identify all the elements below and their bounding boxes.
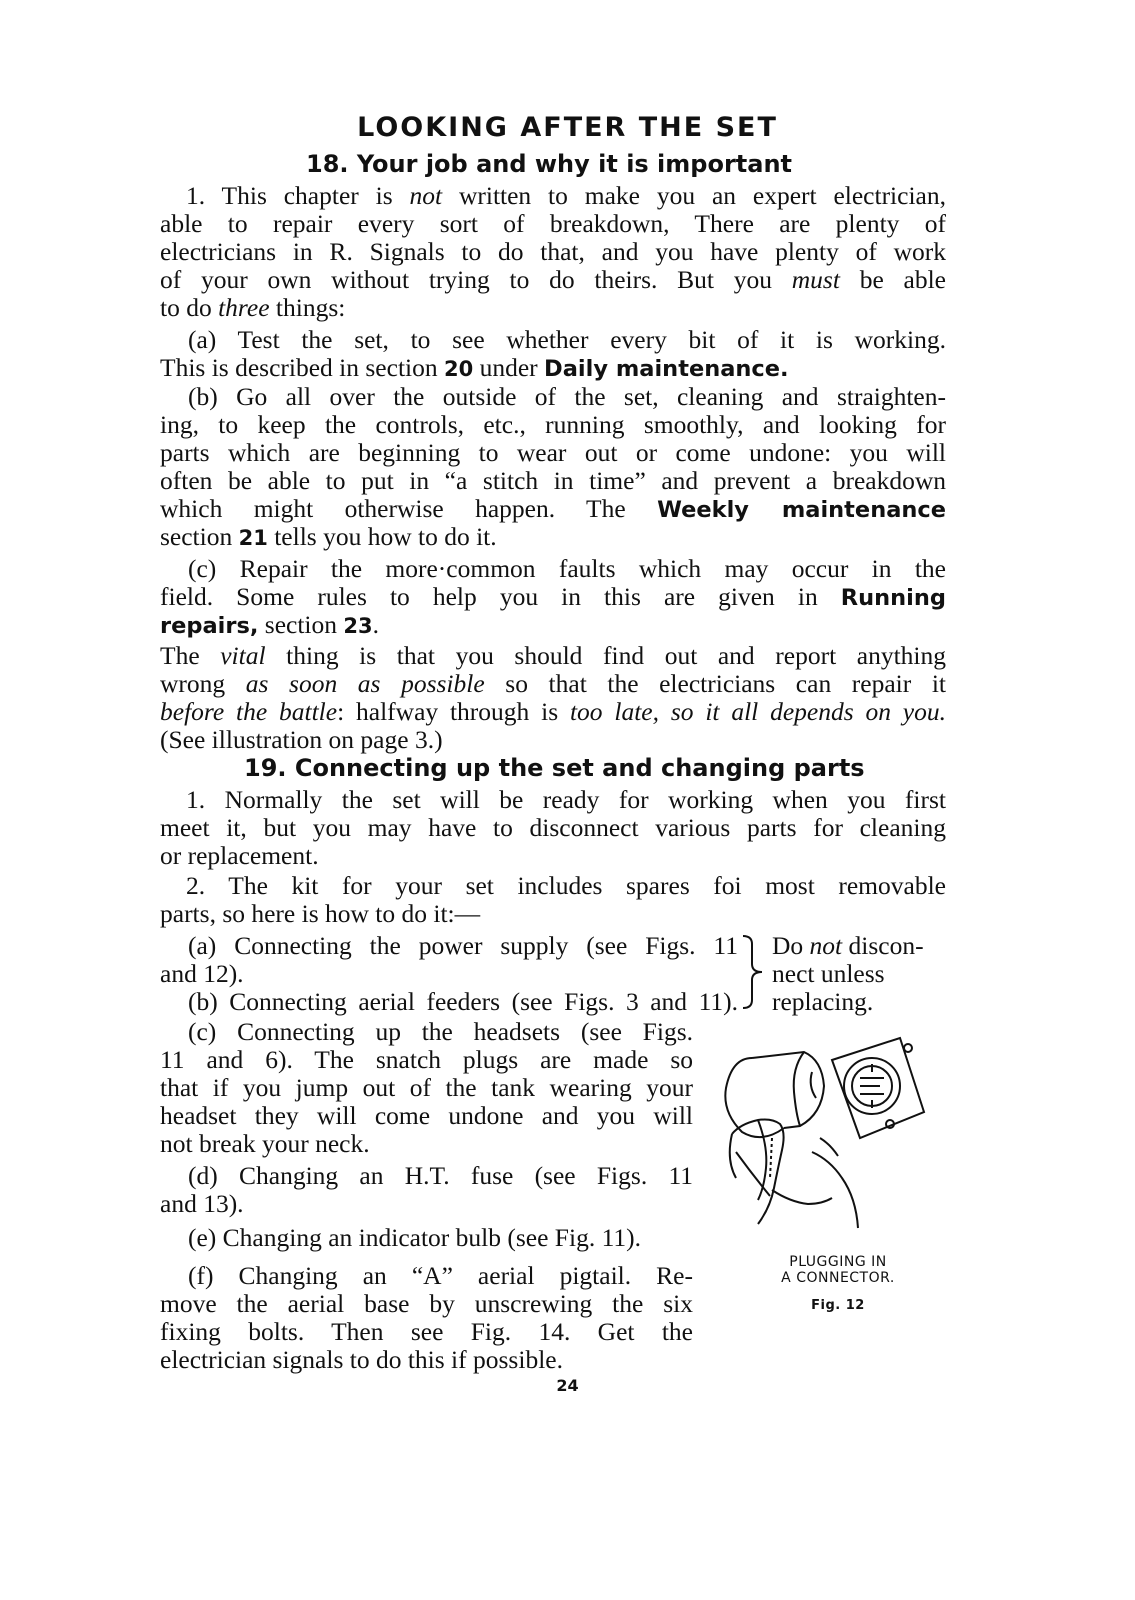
s19-pc-line2: 11 and 6). The snatch plugs are made so: [160, 1045, 693, 1074]
s19-pf-line3: fixing bolts. Then see Fig. 14. Get the: [160, 1317, 693, 1346]
s18-pb-line3: parts which are beginning to wear out or come undone: you will: [160, 438, 946, 467]
s18-pc-line1: (c) Repair the more·common faults which may occur in the: [188, 554, 946, 583]
s19-pa-line2: and 12).: [160, 959, 244, 988]
s19-pd-line1: (d) Changing an H.T. fuse (see Figs. 11: [188, 1161, 693, 1190]
s19-pf-line1: (f) Changing an “A” aerial pigtail. Re-: [188, 1261, 693, 1290]
s18-pv-line4: (See illustration on page 3.): [160, 725, 443, 754]
connector-plug-illustration: [712, 1028, 940, 1240]
s19-pd-line2: and 13).: [160, 1189, 244, 1218]
s19-pc-line3: that if you jump out of the tank wearing your: [160, 1073, 693, 1102]
s18-pa-line1: (a) Test the set, to see whether every bit of it is working.: [188, 325, 946, 354]
s19-pf-line2: move the aerial base by unscrewing the six: [160, 1289, 693, 1318]
s18-pb-line2: ing, to keep the controls, etc., running smoothly, and looking for: [160, 410, 946, 439]
brace-note-line1: Do not discon-: [772, 931, 924, 960]
s19-p2-line1: 2. The kit for your set includes spares foi most removable: [186, 871, 946, 900]
s18-pc-line2: field. Some rules to help you in this are given in Running: [160, 582, 946, 611]
s19-pc-line4: headset they will come undone and you will: [160, 1101, 693, 1130]
s18-p1-line3: electricians in R. Signals to do that, and you have plenty of work: [160, 237, 946, 266]
s19-pc-line5: not break your neck.: [160, 1129, 370, 1158]
s18-p1-line1: 1. This chapter is not written to make you an expert electrician,: [186, 181, 946, 210]
s18-pv-line2: wrong as soon as possible so that the electricians can repair it: [160, 669, 947, 698]
s19-p1-line1: 1. Normally the set will be ready for working when you first: [186, 785, 946, 814]
brace-note-line3: replacing.: [772, 987, 874, 1016]
curly-brace-icon: [740, 934, 766, 1010]
section-19-title: 19. Connecting up the set and changing parts: [244, 754, 865, 782]
s18-pb-line1: (b) Go all over the outside of the set, cleaning and straighten-: [188, 382, 946, 411]
s19-pb-line1: (b) Connecting aerial feeders (see Figs. 3 and 11).: [188, 987, 738, 1016]
s19-pa-line1: (a) Connecting the power supply (see Figs. 11: [188, 931, 738, 960]
figure-caption-line1: PLUGGING IN: [789, 1254, 887, 1270]
s18-pb-line4: often be able to put in “a stitch in time” and prevent a breakdown: [160, 466, 946, 495]
s19-p2-line2: parts, so here is how to do it:—: [160, 899, 481, 928]
s18-pv-line3: before the battle: halfway through is too late, so it all depends on you.: [160, 697, 946, 726]
figure-caption-line2: A CONNECTOR.: [781, 1270, 895, 1286]
brace-note-line2: nect unless: [772, 959, 885, 988]
s19-pf-line4: electrician signals to do this if possible.: [160, 1345, 563, 1374]
s18-p1-line4: of your own without trying to do theirs. But you must be able: [160, 265, 946, 294]
s18-pa-line2: This is described in section 20 under Daily maintenance.: [160, 353, 789, 382]
s18-pb-line6: section 21 tells you how to do it.: [160, 522, 497, 551]
s18-p1-line2: able to repair every sort of breakdown, There are plenty of: [160, 209, 946, 238]
s18-pb-line5: which might otherwise happen. The Weekly maintenance: [160, 494, 947, 523]
s19-p1-line2: meet it, but you may have to disconnect various parts for cleaning: [160, 813, 946, 842]
s19-pc-line1: (c) Connecting up the headsets (see Figs.: [188, 1017, 693, 1046]
chapter-heading: LOOKING AFTER THE SET: [357, 112, 778, 143]
s18-pc-line3: repairs, section 23.: [160, 610, 379, 639]
section-18-title: 18. Your job and why it is important: [306, 150, 793, 178]
figure-label: Fig. 12: [811, 1298, 865, 1313]
s18-p1-line5: to do three things:: [160, 293, 346, 322]
s18-pv-line1: The vital thing is that you should find out and report anything: [160, 641, 946, 670]
s19-p1-line3: or replacement.: [160, 841, 319, 870]
page-number: 24: [556, 1376, 579, 1395]
s19-pe-line1: (e) Changing an indicator bulb (see Fig. 11).: [188, 1223, 641, 1252]
